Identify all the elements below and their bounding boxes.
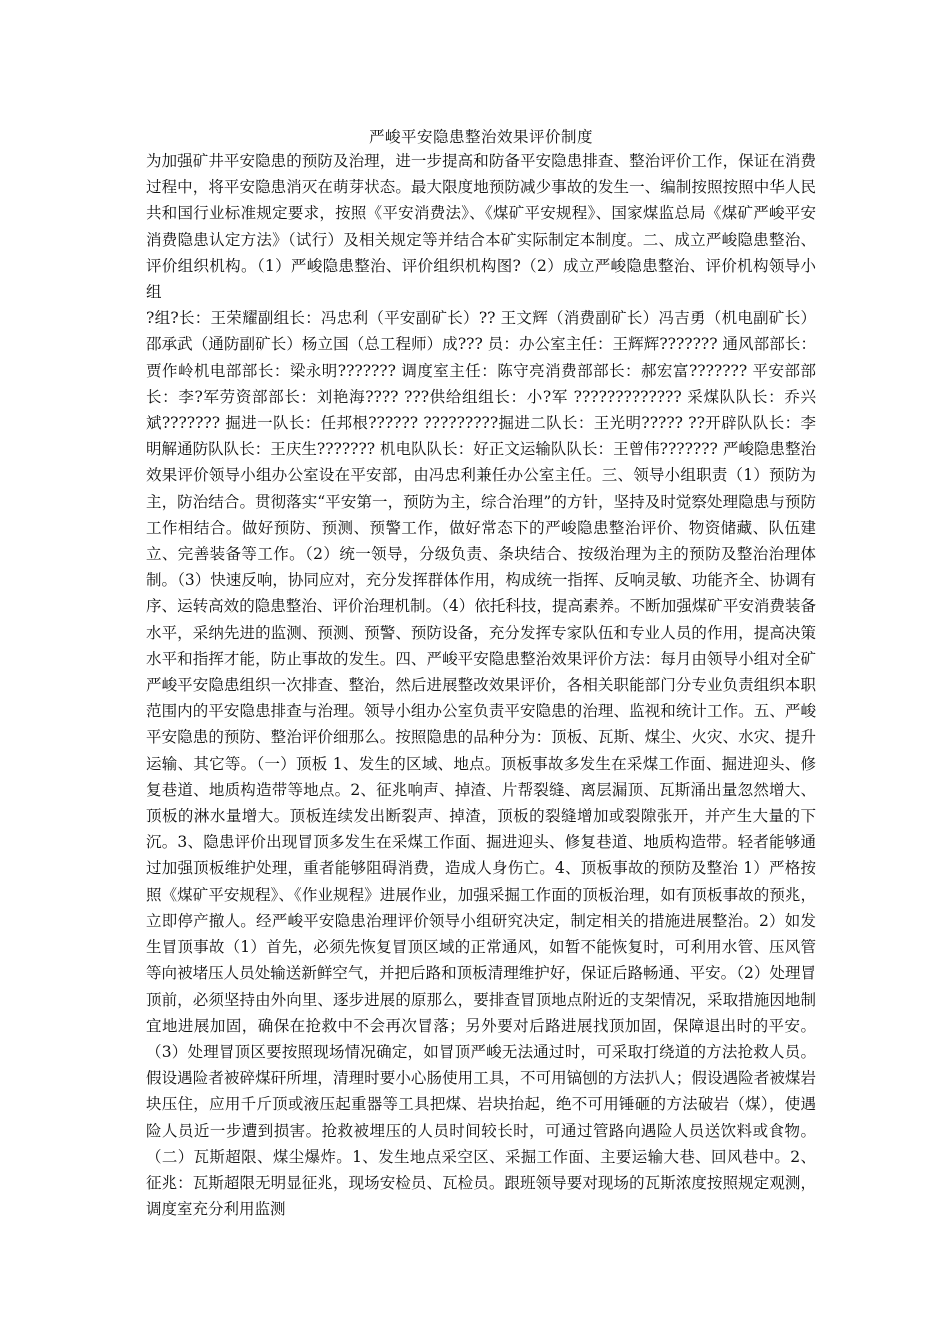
document-paragraph-2: ?组?长：王荣耀副组长：冯忠利（平安副矿长）?? 王文辉（消费副矿长）冯吉勇（机电副矿长）邵承武（通防副矿长）杨立国（总工程师）成??? 员：办公室主任：王辉辉??????? 通风部部长：贾作岭机电部部长：梁永明??????? 调度室主任：陈守亮消费部部长：郝宏富??????? 平安部部长：李?军劳资部部长：刘艳海???? ???供给组组长：小?军 ????????????? 采煤队队长：乔兴斌??????? 掘进一队长：任邦根?????? ?????????掘进二队长：王光明????? ??开辟队队长：李明解通防队队长：王庆生??????? 机电队队长：好正文运输队队长：王曾伟??????? 严峻隐患整治效果评价领导小组办公室设在平安部，由冯忠利兼任办公室主任。三、领导小组职责（1）预防为主，防治结合。贯彻落实“平安第一，预防为主，综合治理”的方针，坚持及时觉察处理隐患与预防工作相结合。做好预防、预测、预警工作，做好常态下的严峻隐患整治评价、物资储藏、队伍建立、完善装备等工作。（2）统一领导，分级负责、条块结合、按级治理为主的预防及整治治理体制。（3）快速反响，协同应对，充分发挥群体作用，构成统一指挥、反响灵敏、功能齐全、协调有序、运转高效的隐患整治、评价治理机制。（4）依托科技，提高素养。不断加强煤矿平安消费装备水平，采纳先进的监测、预测、预警、预防设备，充分发挥专家队伍和专业人员的作用，提高决策水平和指挥才能，防止事故的发生。四、严峻平安隐患整治效果评价方法：每月由领导小组对全矿严峻平安隐患组织一次排查、整治，然后进展整改效果评价，各相关职能部门分专业负责组织本职范围内的平安隐患排查与治理。领导小组办公室负责平安隐患的治理、监视和统计工作。五、严峻平安隐患的预防、整治评价细那么。按照隐患的品种分为：顶板、瓦斯、煤尘、火灾、水灾、提升运输、其它等。（一）顶板 1、发生的区域、地点。顶板事故多发生在采煤工作面、掘进迎头、修复巷道、地质构造带等地点。2、征兆响声、掉渣、片帮裂缝、离层漏顶、瓦斯涌出量忽然增大、顶板的淋水量增大。顶板连续发出断裂声、掉渣，顶板的裂缝增加或裂隙张开，并产生大量的下沉。3、隐患评价出现冒顶多发生在采煤工作面、掘进迎头、修复巷道、地质构造带。轻者能够通过加强顶板维护处理，重者能够阻碍消费，造成人身伤亡。4、顶板事故的预防及整治 1）严格按照《煤矿平安规程》、《作业规程》进展作业，加强采掘工作面的顶板治理，如有顶板事故的预兆，立即停产撤人。经严峻平安隐患治理评价领导小组研究决定，制定相关的措施进展整治。2）如发生冒顶事故（1）首先，必须先恢复冒顶区域的正常通风，如暂不能恢复时，可利用水管、压风管等向被堵压人员处输送新鲜空气，并把后路和顶板清理维护好，保证后路畅通、平安。（2）处理冒顶前，必须坚持由外向里、逐步进展的原那么，要排查冒顶地点附近的支架情况，采取措施因地制宜地进展加固，确保在抢救中不会再次冒落；另外要对后路进展找顶加固，保障退出时的平安。（3）处理冒顶区要按照现场情况确定，如冒顶严峻无法通过时，可采取打绕道的方法抢救人员。假设遇险者被碎煤矸所埋，清理时要小心肠使用工具，不可用镐刨的方法扒人；假设遇险者被煤岩块压住，应用千斤顶或液压起重器等工具把煤、岩块抬起，绝不可用锤砸的方法破岩（煤），使遇险人员近一步遭到损害。抢救被埋压的人员时间较长时，可通过管路向遇险人员送饮料或食物。（二）瓦斯超限、煤尘爆炸。1、发生地点采空区、采掘工作面、主要运输大巷、回风巷中。2、征兆：瓦斯超限无明显征兆，现场安检员、瓦检员。跟班领导要对现场的瓦斯浓度按照规定观测，调度室充分利用监测 [146,309,816,1219]
document-title: 严峻平安隐患整治效果评价制度 [368,128,593,146]
document-paragraph-1: 为加强矿井平安隐患的预防及治理，进一步提高和防备平安隐患排查、整治评价工作，保证在消费过程中，将平安隐患消灭在萌芽状态。最大限度地预防减少事故的发生一、编制按照按照中华人民共和国行业标准规定要求，按照《平安消费法》、《煤矿平安规程》、国家煤监总局《煤矿严峻平安消费隐患认定方法》（试行）及相关规定等并结合本矿实际制定本制度。二、成立严峻隐患整治、评价组织机构。（1）严峻隐患整治、评价组织机构图?（2）成立严峻隐患整治、评价机构领导小组 [146,152,816,302]
document-page [146,126,816,1222]
